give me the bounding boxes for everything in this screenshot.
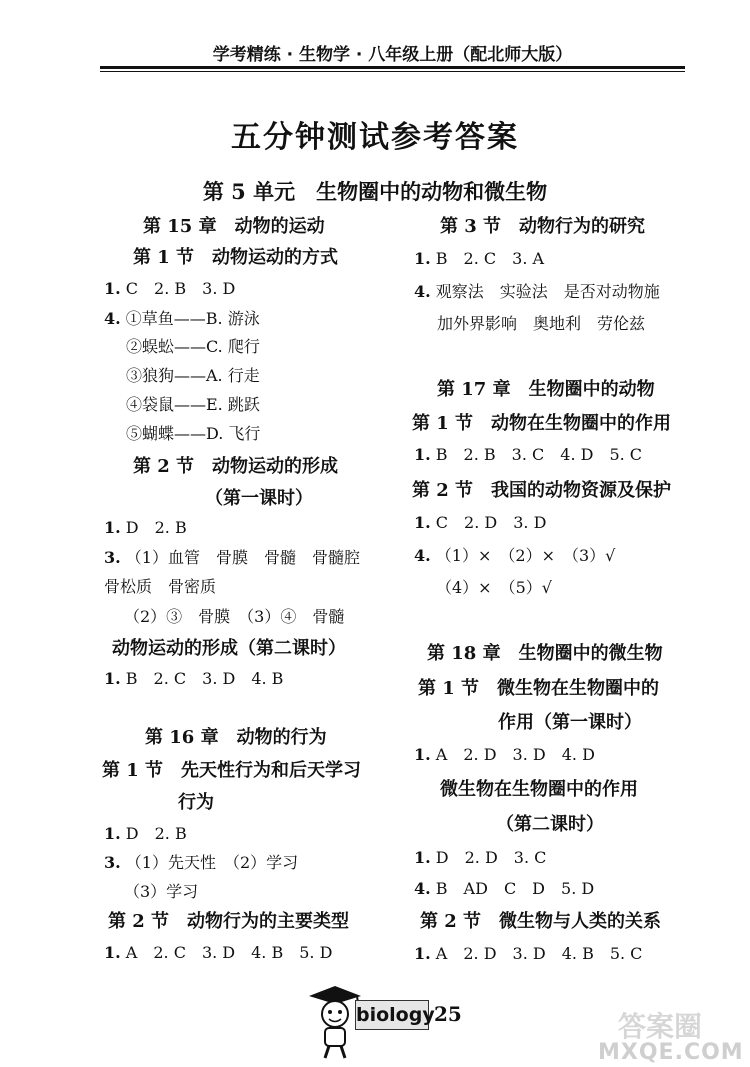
section-heading-cont: 行为 xyxy=(178,792,214,813)
section-heading: 第 1 节 微生物在生物圈中的 xyxy=(418,678,660,699)
answer-text: A 2. C 3. D 4. B 5. D xyxy=(125,943,333,962)
section-heading: 第 1 节 动物在生物圈中的作用 xyxy=(412,413,672,434)
question-number: 3. xyxy=(104,853,121,872)
answer-text: 加外界影响 奥地利 劳伦兹 xyxy=(437,314,646,333)
answer-text: （2）③ 骨膜 （3）④ 骨髓 xyxy=(124,607,345,626)
question-number: 1. xyxy=(104,943,121,962)
answer-text: B 2. C 3. D 4. B xyxy=(125,669,284,688)
answer-text: ④袋鼠——E. 跳跃 xyxy=(126,395,260,414)
answer-text: （1）血管 骨膜 骨髓 骨髓腔 xyxy=(125,548,360,567)
answer-text: ③狼狗——A. 行走 xyxy=(126,366,260,385)
section-heading-cont: 作用（第一课时） xyxy=(498,712,642,733)
section-heading: 第 2 节 微生物与人类的关系 xyxy=(420,911,662,932)
answer-text: B 2. B 3. C 4. D 5. C xyxy=(435,445,643,464)
question-number: 4. xyxy=(414,879,431,898)
question-number: 1. xyxy=(414,249,431,268)
section-heading: 第 3 节 动物行为的研究 xyxy=(440,216,646,237)
answer-text: 观察法 实验法 是否对动物施 xyxy=(435,282,660,301)
lesson-subheading: 微生物在生物圈中的作用 xyxy=(440,779,638,800)
answer-line xyxy=(414,742,595,765)
answer-text: C 2. D 3. D xyxy=(435,513,547,532)
lesson-subheading: 动物运动的形成（第二课时） xyxy=(112,638,346,659)
watermark-logo: 答案圈 xyxy=(618,1010,703,1043)
section-heading: 第 1 节 先天性行为和后天学习 xyxy=(102,760,362,781)
answer-line xyxy=(414,941,642,964)
chapter-18-heading: 第 18 章 生物圈中的微生物 xyxy=(427,643,663,664)
answer-text: （1）× （2）× （3）√ xyxy=(435,546,616,565)
answer-text: A 2. D 3. D 4. D xyxy=(435,745,595,764)
answer-line xyxy=(414,876,594,899)
answer-line xyxy=(104,276,235,299)
answer-line xyxy=(414,246,544,269)
subject-label: biology xyxy=(355,1000,429,1030)
answer-text: D 2. B xyxy=(125,824,187,843)
chapter-17-heading: 第 17 章 生物圈中的动物 xyxy=(437,379,655,400)
page-title: 五分钟测试参考答案 xyxy=(231,120,519,155)
answer-text: ⑤蝴蝶——D. 飞行 xyxy=(126,424,261,443)
answer-line xyxy=(414,279,660,302)
question-number: 1. xyxy=(414,848,431,867)
answer-text: （3）学习 xyxy=(124,882,199,901)
answer-line xyxy=(104,940,332,963)
header-rule-thick xyxy=(100,66,685,69)
question-number: 1. xyxy=(414,445,431,464)
answer-text: ②蜈蚣——C. 爬行 xyxy=(126,337,260,356)
question-number: 1. xyxy=(104,669,121,688)
answer-line xyxy=(104,821,187,844)
chapter-16-heading: 第 16 章 动物的行为 xyxy=(145,727,327,748)
answer-line xyxy=(104,515,187,538)
answer-line xyxy=(104,850,298,873)
question-number: 1. xyxy=(414,944,431,963)
answer-text: A 2. D 3. D 4. B 5. C xyxy=(435,944,643,963)
page-number: 25 xyxy=(434,1002,462,1026)
question-number: 1. xyxy=(414,513,431,532)
section-heading: 第 2 节 动物行为的主要类型 xyxy=(108,911,350,932)
header-rule-thin xyxy=(100,71,685,72)
answer-line xyxy=(104,545,360,568)
lesson-subheading: （第一课时） xyxy=(205,488,313,509)
answer-text: （4）× （5）√ xyxy=(436,578,552,597)
answer-line xyxy=(414,442,642,465)
answer-text: （1）先天性 （2）学习 xyxy=(125,853,299,872)
question-number: 1. xyxy=(414,745,431,764)
question-number: 1. xyxy=(104,518,121,537)
answer-text: B AD C D 5. D xyxy=(435,879,595,898)
chapter-15-heading: 第 15 章 动物的运动 xyxy=(143,216,325,237)
unit-heading: 第 5 单元 生物圈中的动物和微生物 xyxy=(202,179,548,204)
question-number: 3. xyxy=(104,548,121,567)
section-heading: 第 1 节 动物运动的方式 xyxy=(133,247,339,268)
question-number: 1. xyxy=(104,279,121,298)
section-heading: 第 2 节 动物运动的形成 xyxy=(133,456,339,477)
question-number: 1. xyxy=(104,824,121,843)
answer-line xyxy=(414,510,546,533)
running-header: 学考精练 · 生物学 · 八年级上册（配北师大版） xyxy=(212,45,573,65)
answer-line xyxy=(414,845,546,868)
answer-line xyxy=(414,543,615,566)
question-number: 4. xyxy=(104,309,121,328)
answer-text: D 2. D 3. C xyxy=(435,848,547,867)
answer-line xyxy=(104,306,260,329)
section-heading: 第 2 节 我国的动物资源及保护 xyxy=(412,480,672,501)
answer-text: B 2. C 3. A xyxy=(435,249,545,268)
lesson-subheading: （第二课时） xyxy=(496,814,604,835)
question-number: 4. xyxy=(414,282,431,301)
question-number: 4. xyxy=(414,546,431,565)
answer-text: C 2. B 3. D xyxy=(125,279,236,298)
answer-text: ①草鱼——B. 游泳 xyxy=(125,309,260,328)
answer-text: D 2. B xyxy=(125,518,187,537)
answer-line xyxy=(104,666,283,689)
answer-text: 骨松质 骨密质 xyxy=(104,577,217,596)
watermark-url: MXQE.COM xyxy=(598,1040,744,1065)
